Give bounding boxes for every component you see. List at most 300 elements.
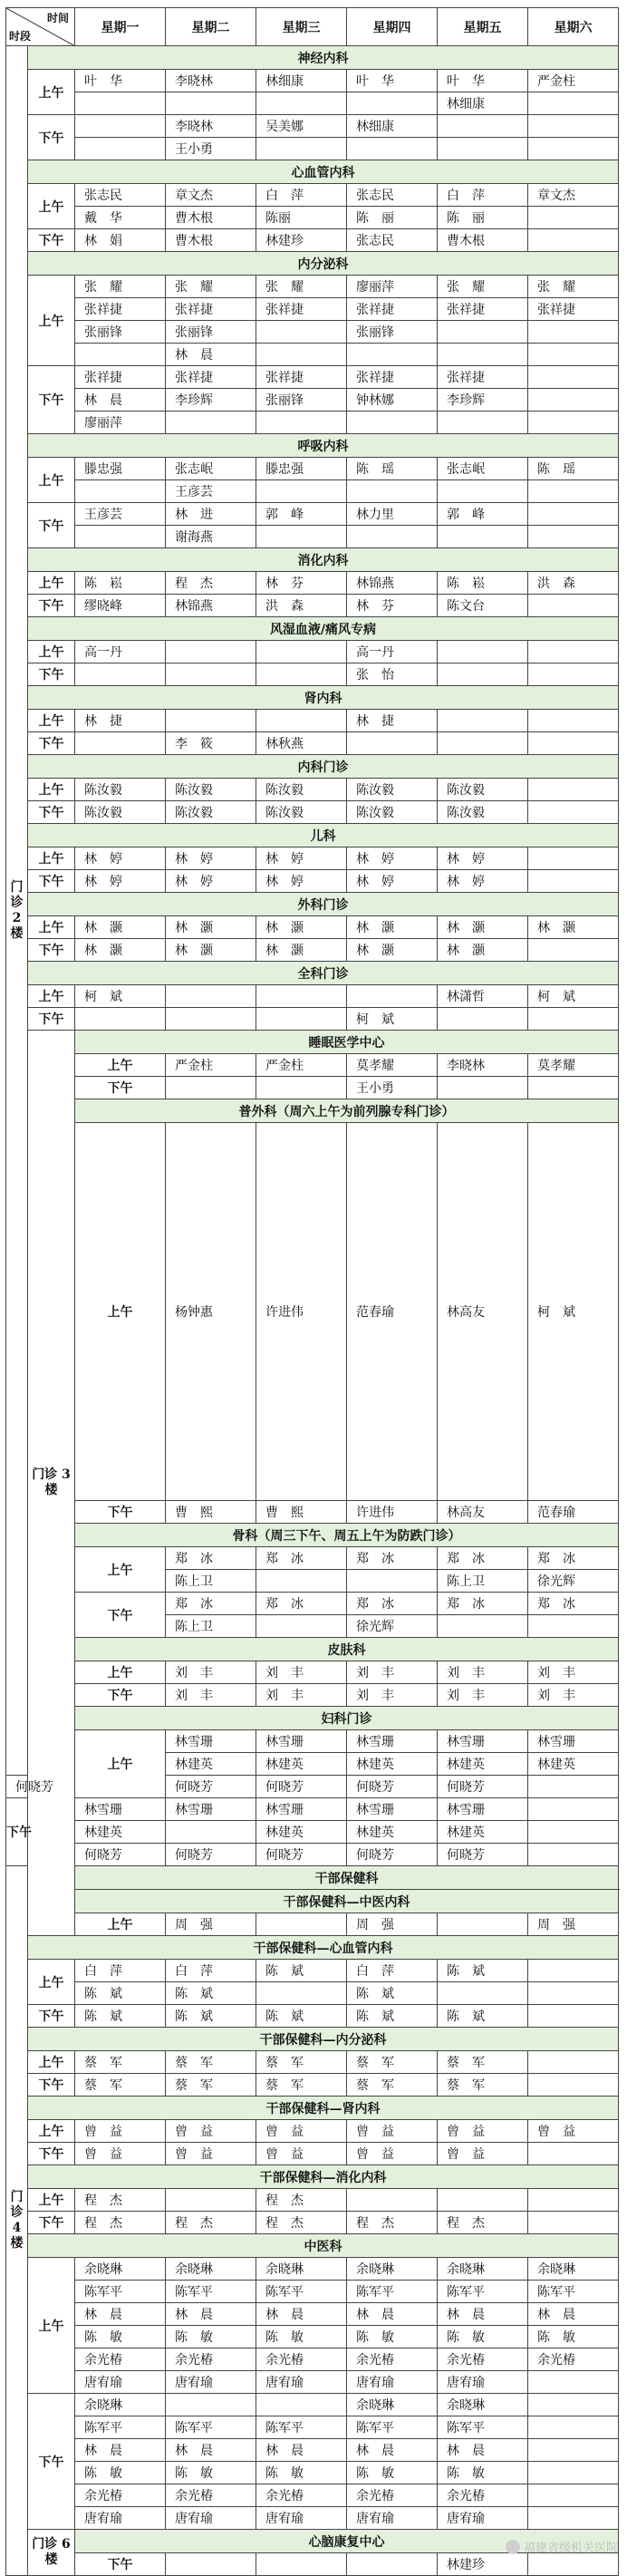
doctor-cell: 曾 益: [75, 2143, 166, 2165]
doctor-cell: 林 晨: [166, 2303, 256, 2326]
doctor-cell: 李 筱: [166, 732, 256, 755]
department-header-row: [6, 1524, 619, 1547]
period-label: 下午: [28, 2394, 75, 2530]
period-label: 上午: [28, 2189, 75, 2212]
doctor-cell: 张丽锋: [347, 321, 438, 344]
doctor-cell: 陈军平: [347, 2416, 438, 2439]
doctor-cell: 陈 敏: [75, 2462, 166, 2484]
doctor-cell: 张祥捷: [347, 298, 438, 321]
doctor-cell: [256, 92, 347, 115]
department-header-row: [6, 962, 619, 985]
doctor-cell: 莫孝耀: [528, 1054, 619, 1077]
schedule-row: [6, 276, 619, 298]
doctor-cell: [256, 1982, 347, 2005]
period-label: 上午: [28, 184, 75, 229]
period-label: 下午: [28, 595, 75, 617]
department-header-row: [6, 252, 619, 276]
doctor-cell: 曾 益: [256, 2120, 347, 2143]
doctor-cell: 叶 华: [347, 70, 438, 92]
schedule-row: [6, 939, 619, 962]
doctor-cell: 陈军平: [256, 2416, 347, 2439]
schedule-row: [6, 2371, 619, 2394]
doctor-cell: 周 强: [166, 1913, 256, 1936]
doctor-cell: 林锦燕: [347, 572, 438, 595]
doctor-cell: 林高友: [438, 1123, 528, 1501]
doctor-cell: 唐宥瑜: [438, 2371, 528, 2394]
schedule-row: [6, 2394, 619, 2416]
header-day-4: 星期四: [347, 8, 438, 46]
period-label: 下午: [28, 1008, 75, 1031]
department-title: 干部保健科: [75, 1866, 619, 1890]
doctor-cell: [438, 321, 528, 344]
period-label: 上午: [75, 1547, 166, 1593]
doctor-cell: 陈军平: [75, 2416, 166, 2439]
schedule-row: [6, 2553, 619, 2576]
doctor-cell: 陈军平: [438, 2416, 528, 2439]
doctor-cell: [166, 641, 256, 663]
doctor-cell: [256, 663, 347, 686]
doctor-cell: 林 婷: [166, 847, 256, 870]
schedule-row: [6, 1798, 619, 1821]
doctor-cell: [166, 92, 256, 115]
doctor-cell: 郑 冰: [347, 1593, 438, 1615]
doctor-cell: 张祥捷: [166, 366, 256, 389]
schedule-row: [6, 1547, 619, 1570]
doctor-cell: [347, 1570, 438, 1593]
doctor-cell: 曾 益: [438, 2120, 528, 2143]
doctor-cell: 陈军平: [166, 2416, 256, 2439]
doctor-cell: 林 婷: [256, 847, 347, 870]
period-label: 上午: [28, 572, 75, 595]
doctor-cell: 张 耀: [256, 276, 347, 298]
doctor-cell: [528, 1960, 619, 1982]
doctor-cell: 陈汝毅: [438, 801, 528, 824]
doctor-cell: 陈 敏: [166, 2462, 256, 2484]
doctor-cell: 林 晨: [166, 2439, 256, 2462]
doctor-cell: [528, 526, 619, 548]
schedule-row: [6, 70, 619, 92]
doctor-cell: 陈军平: [75, 2281, 166, 2303]
department-header-row: [6, 686, 619, 710]
doctor-cell: 林 灏: [256, 916, 347, 939]
doctor-cell: [528, 412, 619, 434]
department-title: 骨科（周三下午、周五上午为防跌门诊）: [75, 1524, 619, 1547]
doctor-cell: 张丽锋: [256, 389, 347, 412]
schedule-row: [6, 138, 619, 160]
department-header-row: [6, 824, 619, 847]
doctor-cell: [256, 138, 347, 160]
doctor-cell: 林 晨: [256, 2439, 347, 2462]
doctor-cell: 陈 崧: [75, 572, 166, 595]
schedule-row: [6, 1684, 619, 1707]
schedule-row: [6, 916, 619, 939]
doctor-cell: [256, 641, 347, 663]
doctor-cell: 李晓林: [438, 1054, 528, 1077]
department-header-row: [6, 1890, 619, 1913]
doctor-cell: [528, 801, 619, 824]
doctor-cell: 陈军平: [438, 2281, 528, 2303]
doctor-cell: 林细康: [256, 70, 347, 92]
department-title: 内科门诊: [28, 755, 619, 779]
schedule-row: [6, 572, 619, 595]
doctor-cell: 余晓琳: [75, 2394, 166, 2416]
doctor-cell: [347, 732, 438, 755]
doctor-cell: 陈军平: [347, 2281, 438, 2303]
doctor-cell: 林 婷: [75, 870, 166, 893]
doctor-cell: 林建珍: [256, 229, 347, 252]
doctor-cell: 范春瑜: [528, 1501, 619, 1524]
doctor-cell: [528, 2553, 619, 2576]
doctor-cell: 林建英: [528, 1753, 619, 1776]
doctor-cell: [528, 2143, 619, 2165]
schedule-row: [6, 115, 619, 138]
doctor-cell: 程 杰: [75, 2212, 166, 2234]
doctor-cell: [166, 2553, 256, 2576]
doctor-cell: 余晓琳: [528, 2258, 619, 2281]
doctor-cell: [528, 321, 619, 344]
doctor-cell: 曹木根: [438, 229, 528, 252]
period-label: 下午: [75, 2553, 166, 2576]
doctor-cell: 陈 敏: [528, 2326, 619, 2348]
department-header-row: [6, 1707, 619, 1730]
doctor-cell: [528, 1008, 619, 1031]
period-label: 下午: [75, 1684, 166, 1707]
doctor-cell: 柯 斌: [347, 1008, 438, 1031]
period-label: 下午: [28, 115, 75, 160]
doctor-cell: [528, 229, 619, 252]
doctor-cell: 白 萍: [347, 1960, 438, 1982]
department-header-row: [6, 548, 619, 572]
doctor-cell: [528, 2484, 619, 2507]
doctor-cell: [438, 2189, 528, 2212]
outpatient-schedule-table: [5, 7, 619, 2576]
doctor-cell: [528, 1982, 619, 2005]
doctor-cell: 李珍辉: [166, 389, 256, 412]
doctor-cell: [528, 1798, 619, 1821]
period-label: 下午: [28, 939, 75, 962]
doctor-cell: 唐宥瑜: [256, 2507, 347, 2530]
doctor-cell: 陈上卫: [166, 1615, 256, 1638]
doctor-cell: 张志岷: [438, 458, 528, 480]
department-header-row: [6, 1638, 619, 1661]
period-label: 上午: [75, 1123, 166, 1501]
doctor-cell: 余光椿: [438, 2484, 528, 2507]
doctor-cell: [347, 92, 438, 115]
doctor-cell: [256, 1008, 347, 1031]
doctor-cell: 陈 敏: [75, 2326, 166, 2348]
schedule-row: [6, 732, 619, 755]
doctor-cell: [75, 115, 166, 138]
doctor-cell: 蔡 军: [256, 2051, 347, 2074]
doctor-cell: 程 杰: [166, 572, 256, 595]
doctor-cell: 林 灏: [347, 939, 438, 962]
doctor-cell: 曾 益: [166, 2143, 256, 2165]
doctor-cell: 林建英: [438, 1753, 528, 1776]
doctor-cell: [528, 1776, 619, 1798]
doctor-cell: 林 晨: [75, 2303, 166, 2326]
doctor-cell: [528, 2074, 619, 2097]
doctor-cell: 陈 丽: [438, 207, 528, 229]
schedule-row: [6, 298, 619, 321]
doctor-cell: 张 耀: [75, 276, 166, 298]
schedule-row: [6, 641, 619, 663]
department-header-row: [6, 2165, 619, 2189]
doctor-cell: 林 芬: [347, 595, 438, 617]
doctor-cell: 陈汝毅: [347, 779, 438, 801]
doctor-cell: 陈 斌: [166, 2005, 256, 2028]
doctor-cell: 林 娟: [75, 229, 166, 252]
doctor-cell: 张祥捷: [347, 366, 438, 389]
doctor-cell: 林 婷: [347, 847, 438, 870]
department-title: 儿科: [28, 824, 619, 847]
doctor-cell: 唐宥瑜: [75, 2507, 166, 2530]
period-label: 上午: [28, 916, 75, 939]
header-day-1: 星期一: [75, 8, 166, 46]
doctor-cell: 林 婷: [256, 870, 347, 893]
doctor-cell: 高一丹: [75, 641, 166, 663]
doctor-cell: 蔡 军: [75, 2051, 166, 2074]
header-corner-cell: [6, 8, 75, 46]
doctor-cell: [528, 2189, 619, 2212]
doctor-cell: 林潇哲: [438, 985, 528, 1008]
doctor-cell: 张祥捷: [438, 298, 528, 321]
doctor-cell: 杨钟惠: [166, 1123, 256, 1501]
department-title: 内分泌科: [28, 252, 619, 276]
doctor-cell: 唐宥瑜: [347, 2371, 438, 2394]
doctor-cell: [528, 1615, 619, 1638]
department-header-row: [6, 2097, 619, 2120]
doctor-cell: [528, 2394, 619, 2416]
period-label: 下午: [75, 1501, 166, 1524]
department-title: 普外科（周六上午为前列腺专科门诊）: [75, 1099, 619, 1123]
doctor-cell: 郑 冰: [528, 1593, 619, 1615]
doctor-cell: 曾 益: [528, 2120, 619, 2143]
doctor-cell: 严金柱: [256, 1054, 347, 1077]
doctor-cell: [256, 1570, 347, 1593]
doctor-cell: 白 萍: [75, 1960, 166, 1982]
wechat-icon: [506, 2540, 520, 2554]
doctor-cell: 滕忠强: [75, 458, 166, 480]
doctor-cell: [166, 2189, 256, 2212]
schedule-row: [6, 2484, 619, 2507]
doctor-cell: 余光椿: [166, 2348, 256, 2371]
header-day-5: 星期五: [438, 8, 528, 46]
doctor-cell: [528, 344, 619, 366]
schedule-row: [6, 344, 619, 366]
doctor-cell: 陈 敏: [438, 2462, 528, 2484]
doctor-cell: 余晓琳: [347, 2394, 438, 2416]
doctor-cell: 戴 华: [75, 207, 166, 229]
schedule-row: [6, 710, 619, 732]
doctor-cell: 林 晨: [75, 389, 166, 412]
doctor-cell: [528, 2051, 619, 2074]
doctor-cell: 滕忠强: [256, 458, 347, 480]
doctor-cell: [528, 870, 619, 893]
doctor-cell: [75, 92, 166, 115]
schedule-row: [6, 412, 619, 434]
doctor-cell: 陈汝毅: [256, 801, 347, 824]
doctor-cell: 郑 冰: [256, 1547, 347, 1570]
doctor-cell: 曹木根: [166, 207, 256, 229]
doctor-cell: 林 晨: [438, 2439, 528, 2462]
doctor-cell: 曾 益: [347, 2120, 438, 2143]
header-day-3: 星期三: [256, 8, 347, 46]
doctor-cell: 余光椿: [256, 2348, 347, 2371]
doctor-cell: 林雪珊: [528, 1730, 619, 1753]
doctor-cell: [528, 2416, 619, 2439]
doctor-cell: [256, 1913, 347, 1936]
schedule-row: [6, 207, 619, 229]
schedule-row: [6, 1982, 619, 2005]
schedule-row: [6, 1501, 619, 1524]
doctor-cell: 周 强: [347, 1913, 438, 1936]
doctor-cell: 程 杰: [256, 2189, 347, 2212]
department-header-row: [6, 893, 619, 916]
doctor-cell: 刘 丰: [528, 1661, 619, 1684]
doctor-cell: 李晓林: [166, 70, 256, 92]
schedule-row: [6, 985, 619, 1008]
doctor-cell: 林建英: [166, 1753, 256, 1776]
doctor-cell: [438, 663, 528, 686]
doctor-cell: [438, 526, 528, 548]
doctor-cell: 林 婷: [438, 870, 528, 893]
period-label: 上午: [75, 1661, 166, 1684]
doctor-cell: 张志民: [347, 229, 438, 252]
doctor-cell: 曾 益: [438, 2143, 528, 2165]
period-label: 下午: [28, 2212, 75, 2234]
doctor-cell: [347, 344, 438, 366]
doctor-cell: [528, 847, 619, 870]
doctor-cell: [528, 663, 619, 686]
department-title: 干部保健科—内分泌科: [28, 2028, 619, 2051]
period-label: 上午: [28, 70, 75, 115]
doctor-cell: [438, 115, 528, 138]
doctor-cell: 章文杰: [166, 184, 256, 207]
doctor-cell: 郑 冰: [528, 1547, 619, 1570]
doctor-cell: 曾 益: [75, 2120, 166, 2143]
doctor-cell: 陈汝毅: [75, 779, 166, 801]
doctor-cell: [528, 2439, 619, 2462]
doctor-cell: 郭 峰: [438, 503, 528, 526]
schedule-row: [6, 458, 619, 480]
doctor-cell: 吴美娜: [256, 115, 347, 138]
doctor-cell: 林 灏: [438, 939, 528, 962]
watermark-text: 福建省级机关医院: [523, 2542, 618, 2555]
doctor-cell: 范春瑜: [347, 1123, 438, 1501]
doctor-cell: [256, 1077, 347, 1099]
doctor-cell: 林秋燕: [256, 732, 347, 755]
doctor-cell: 张丽锋: [166, 321, 256, 344]
doctor-cell: 郑 冰: [166, 1593, 256, 1615]
doctor-cell: [347, 412, 438, 434]
doctor-cell: [166, 2394, 256, 2416]
schedule-row: [6, 801, 619, 824]
doctor-cell: 何晓芳: [256, 1776, 347, 1798]
doctor-cell: 陈 敏: [347, 2326, 438, 2348]
doctor-cell: 林 灏: [528, 916, 619, 939]
doctor-cell: [528, 710, 619, 732]
doctor-cell: [256, 321, 347, 344]
doctor-cell: 张祥捷: [166, 298, 256, 321]
doctor-cell: [438, 1615, 528, 1638]
doctor-cell: 周 强: [528, 1913, 619, 1936]
doctor-cell: [256, 480, 347, 503]
schedule-row: [6, 2303, 619, 2326]
doctor-cell: 林锦燕: [166, 595, 256, 617]
doctor-cell: 林 灏: [166, 939, 256, 962]
doctor-cell: [166, 412, 256, 434]
period-label: 上午: [75, 1730, 166, 1798]
doctor-cell: [75, 344, 166, 366]
doctor-cell: [75, 138, 166, 160]
doctor-cell: 林雪珊: [256, 1798, 347, 1821]
doctor-cell: 蔡 军: [166, 2074, 256, 2097]
doctor-cell: [256, 526, 347, 548]
doctor-cell: 张祥捷: [256, 298, 347, 321]
schedule-row: [6, 92, 619, 115]
doctor-cell: [528, 2212, 619, 2234]
doctor-cell: 林 晨: [347, 2439, 438, 2462]
doctor-cell: 张志民: [347, 184, 438, 207]
doctor-cell: 陈 斌: [256, 1960, 347, 1982]
doctor-cell: 林 进: [166, 503, 256, 526]
doctor-cell: 何晓芳: [75, 1844, 166, 1866]
doctor-cell: 叶 华: [438, 70, 528, 92]
header-row: [6, 8, 619, 46]
doctor-cell: 唐宥瑜: [166, 2507, 256, 2530]
period-label: 上午: [75, 1054, 166, 1077]
doctor-cell: 林雪珊: [256, 1730, 347, 1753]
department-title: 肾内科: [28, 686, 619, 710]
doctor-cell: [75, 663, 166, 686]
doctor-cell: 章文杰: [528, 184, 619, 207]
doctor-cell: 蔡 军: [438, 2051, 528, 2074]
doctor-cell: [528, 641, 619, 663]
doctor-cell: 蔡 军: [347, 2051, 438, 2074]
doctor-cell: 陈军平: [166, 2281, 256, 2303]
doctor-cell: 陈 崧: [438, 572, 528, 595]
doctor-cell: 林 晨: [166, 344, 256, 366]
doctor-cell: 陈 斌: [347, 1982, 438, 2005]
doctor-cell: [256, 985, 347, 1008]
period-label: 下午: [28, 2005, 75, 2028]
doctor-cell: 蔡 军: [75, 2074, 166, 2097]
doctor-cell: [256, 412, 347, 434]
doctor-cell: 李珍辉: [438, 389, 528, 412]
doctor-cell: [528, 138, 619, 160]
doctor-cell: 陈军平: [528, 2281, 619, 2303]
schedule-row: [6, 1844, 619, 1866]
doctor-cell: [166, 1077, 256, 1099]
period-label: 下午: [28, 801, 75, 824]
doctor-cell: 林 晨: [347, 2303, 438, 2326]
doctor-cell: [347, 526, 438, 548]
period-label: 下午: [28, 229, 75, 252]
doctor-cell: 曾 益: [256, 2143, 347, 2165]
doctor-cell: 余晓琳: [347, 2258, 438, 2281]
doctor-cell: 陈汝毅: [438, 779, 528, 801]
doctor-cell: 陈 斌: [166, 1982, 256, 2005]
department-title: 心脑康复中心: [75, 2530, 619, 2553]
doctor-cell: 莫孝耀: [347, 1054, 438, 1077]
doctor-cell: 林建英: [347, 1753, 438, 1776]
doctor-cell: 陈 丽: [347, 207, 438, 229]
department-title: 干部保健科—肾内科: [28, 2097, 619, 2120]
doctor-cell: 林雪珊: [166, 1798, 256, 1821]
watermark: [506, 2538, 618, 2555]
schedule-row: [6, 2258, 619, 2281]
department-header-row: [6, 1099, 619, 1123]
